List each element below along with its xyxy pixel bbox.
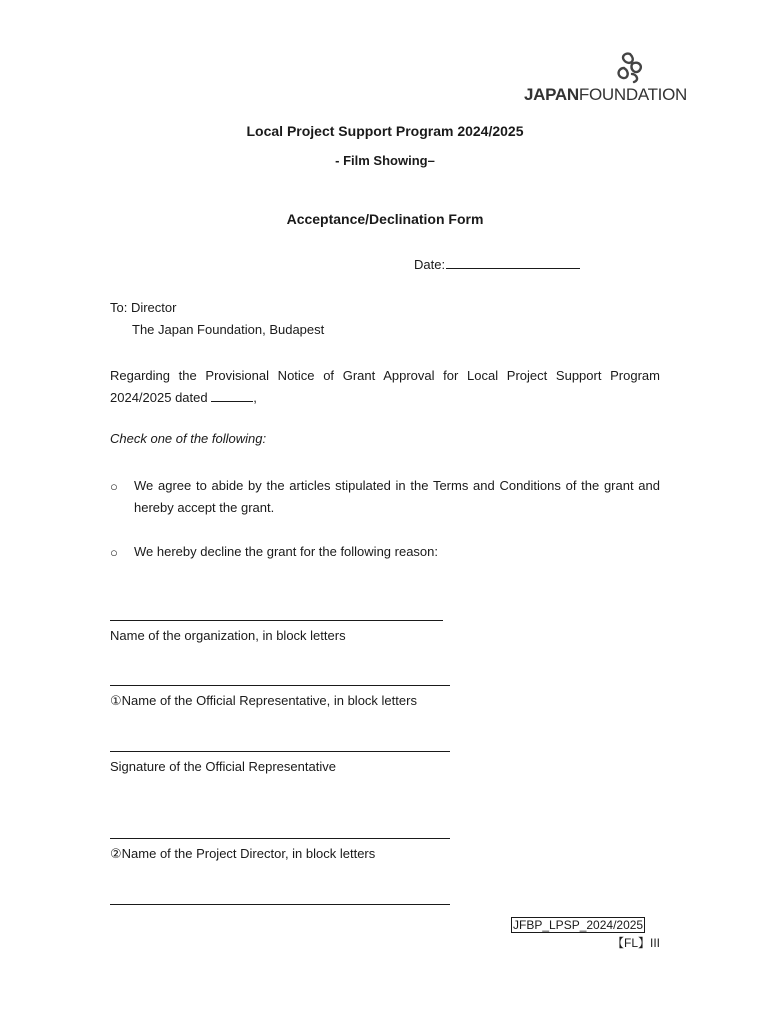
document-code-sub: 【FL】III [611,936,660,950]
document-subtitle: - Film Showing– [335,153,435,168]
regarding-suffix: , [253,390,257,405]
representative-signature-label: Signature of the Official Representative [110,759,336,774]
radio-circle-icon[interactable]: ○ [110,479,118,494]
project-director-name-label: ②Name of the Project Director, in block letters [110,846,376,861]
option-decline-text: We hereby decline the grant for the following reason: [134,544,438,559]
representative-signature-line[interactable] [110,751,450,752]
organization-name-label: Name of the organization, in block letters [110,628,346,643]
extra-blank-line[interactable] [110,904,450,905]
recipient-line-2: The Japan Foundation, Budapest [132,322,325,337]
form-title: Acceptance/Declination Form [286,211,484,227]
japan-foundation-logo [522,50,687,106]
option-accept-text: We agree to abide by the articles stipulated in the Terms and Conditions of the grant and hereby accept the grant. [134,478,660,515]
radio-circle-icon[interactable]: ○ [110,545,118,560]
date-blank-line[interactable] [446,256,580,269]
document-code-box: JFBP_LPSP_2024/2025 [513,918,644,932]
option-accept[interactable] [110,475,660,519]
date-field [414,256,580,272]
dated-blank-line[interactable] [211,389,253,402]
butterfly-icon [614,50,648,84]
organization-name-line[interactable] [110,620,443,621]
check-instruction: Check one of the following: [110,431,267,446]
logo-wordmark: JAPANFOUNDATION [524,85,687,104]
project-director-name-line[interactable] [110,838,450,839]
representative-name-line[interactable] [110,685,450,686]
document-title: Local Project Support Program 2024/2025 [246,123,524,139]
recipient-line-1: To: Director [110,300,177,315]
regarding-text: Regarding the Provisional Notice of Grant Approval for Local Project Support Program 2024/2025 dated [110,368,660,405]
option-decline[interactable] [110,541,660,563]
representative-name-label: ①Name of the Official Representative, in block letters [110,693,417,708]
date-label: Date: [414,257,446,272]
regarding-paragraph [110,365,660,409]
